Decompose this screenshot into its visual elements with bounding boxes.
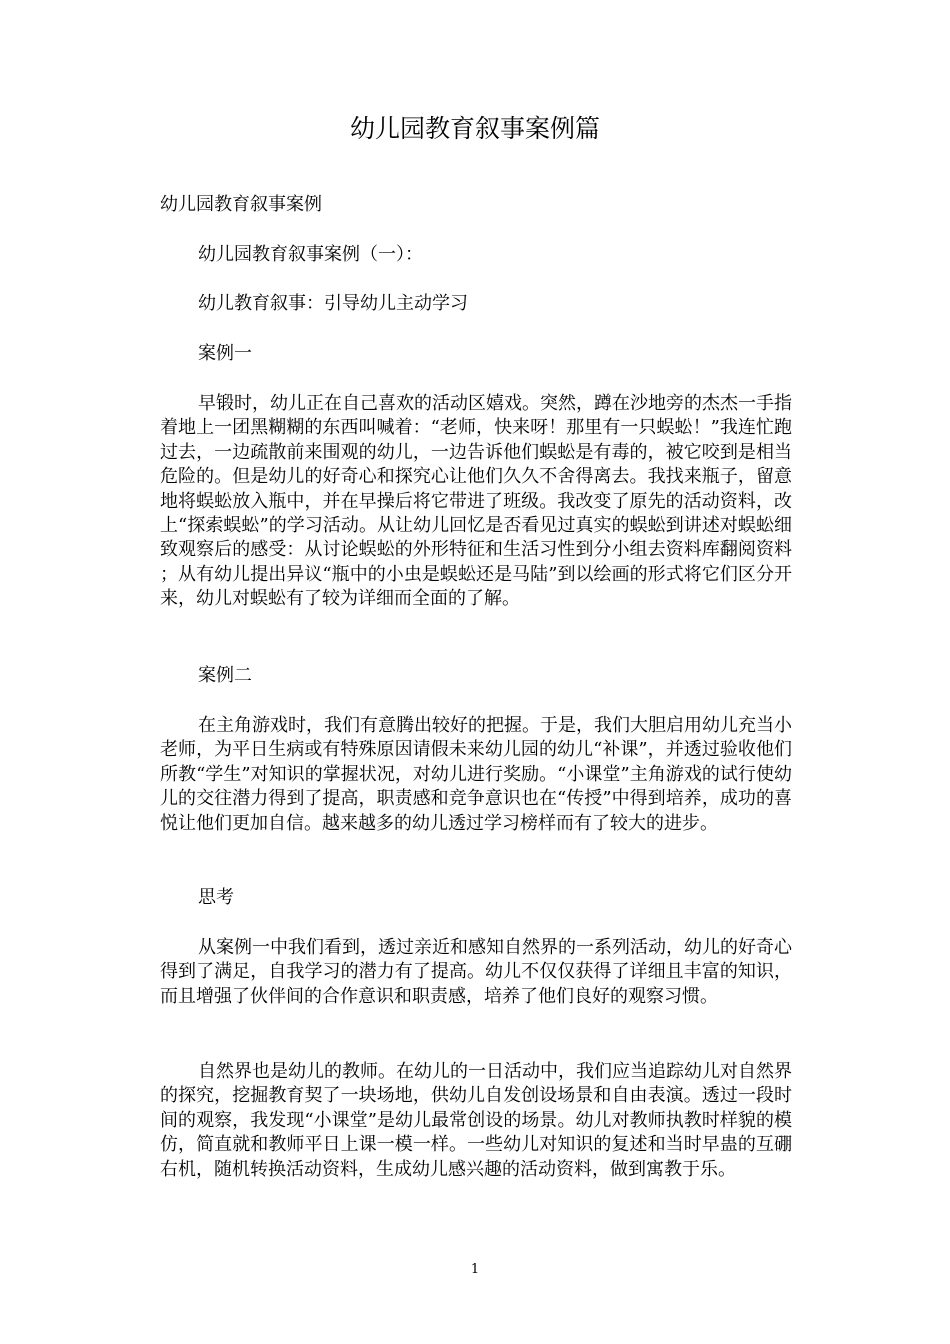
case-one-heading: 案例一	[198, 343, 252, 364]
document-title: 幼儿园教育叙事案例篇	[349, 114, 600, 143]
reflection-heading: 思考	[198, 887, 234, 908]
reflection-paragraph-1: 从案例一中我们看到，透过亲近和感知自然界的一系列活动，幼儿的好奇心得到了满足，自我学习的潜力有了提高。幼儿不仅仅获得了详细且丰富的知识，而且增强了伙伴间的合作意识和职责感，培养了他们良好的观察习惯。	[160, 937, 792, 1007]
case-two-heading: 案例二	[198, 665, 252, 686]
story-title: 幼儿教育叙事：引导幼儿主动学习	[198, 293, 468, 314]
document-subtitle: 幼儿园教育叙事案例	[160, 194, 322, 215]
case-two-paragraph: 在主角游戏时，我们有意腾出较好的把握。于是，我们大胆启用幼儿充当小老师，为平日生病或有特殊原因请假未来幼儿园的幼儿“补课”，并透过验收他们所教“学生”对知识的掌握状况，对幼儿进行奖励。“小课堂”主角游戏的试行使幼儿的交往潜力得到了提高，职责感和竞争意识也在“传授”中得到培养，成功的喜悦让他们更加自信。越来越多的幼儿透过学习榜样而有了较大的进步。	[160, 715, 792, 834]
reflection-paragraph-2: 自然界也是幼儿的教师。在幼儿的一日活动中，我们应当追踪幼儿对自然界的探究，挖掘教育契了一块场地，供幼儿自发创设场景和自由表演。透过一段时间的观察，我发现“小课堂”是幼儿最常创设的场景。幼儿对教师执教时样貌的模仿，简直就和教师平日上课一模一样。一些幼儿对知识的复述和当时早蛊的互硼右机，随机转换活动资料，生成幼儿感兴趣的活动资料，做到寓教于乐。	[160, 1061, 792, 1180]
case-one-paragraph: 早锻时，幼儿正在自己喜欢的活动区嬉戏。突然，蹲在沙地旁的杰杰一手指着地上一团黑糊糊的东西叫喊着：“老师，快来呀！那里有一只蜈蚣！”我连忙跑过去，一边疏散前来围观的幼儿，一边告诉他们蜈蚣是有毒的，被它咬到是相当危险的。但是幼儿的好奇心和探究心让他们久久不舍得离去。我找来瓶子，留意地将蜈蚣放入瓶中，并在早操后将它带进了班级。我改变了原先的活动资料，改上“探索蜈蚣”的学习活动。从让幼儿回忆是否看见过真实的蜈蚣到讲述对蜈蚣细致观察后的感受：从讨论蜈蚣的外形特征和生活习性到分小组去资料库翻阅资料；从有幼儿提出异议“瓶中的小虫是蜈蚣还是马陆”到以绘画的形式将它们区分开来，幼儿对蜈蚣有了较为详细而全面的了解。	[160, 393, 792, 610]
page-number: 1	[470, 1262, 480, 1277]
section-heading: 幼儿园教育叙事案例（一）：	[198, 244, 423, 265]
